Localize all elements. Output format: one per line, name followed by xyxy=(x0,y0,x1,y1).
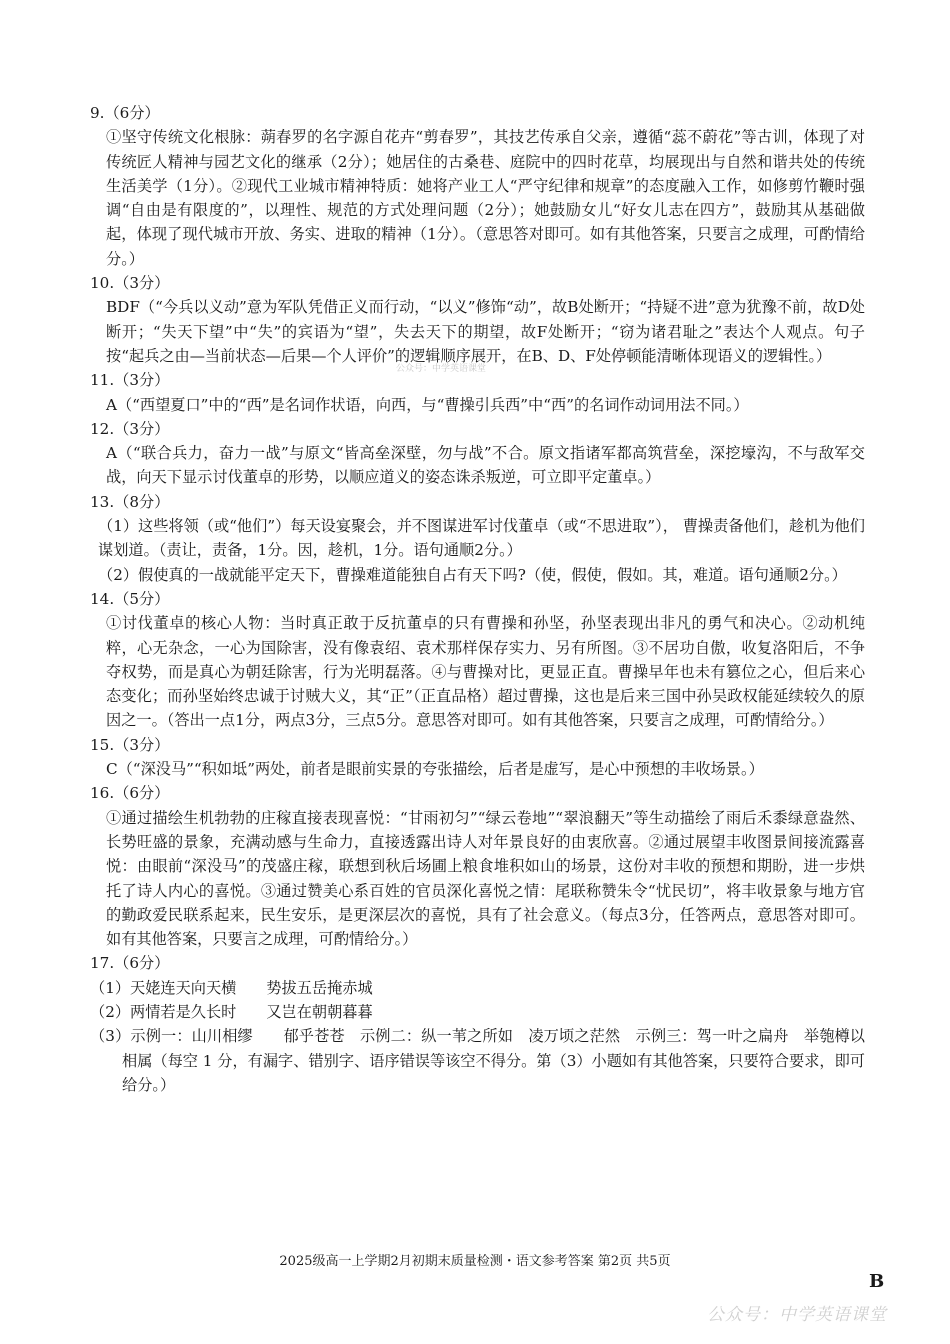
question-10-answer: BDF（“今兵以义动”意为军队凭借正义而行动，“以义”修饰“动”，故B处断开；“持疑不进”意为犹豫不前，故D处断开；“失天下望”中“失”的宾语为“望”，失去天下的期望，故F处断开；“窃为诸君耻之”表达个人观点。句子按“起兵之由—当前状态—后果—个人评价”的逻辑顺序展开，在B、D、F处停顿能清晰体现语义的逻辑性。） xyxy=(106,298,865,365)
question-12-answer: A（“联合兵力，奋力一战”与原文“皆高垒深壁，勿与战”不合。原文指诸军都高筑营垒，深挖壕沟，不与敌军交战，向天下显示讨伐董卓的形势，以顺应道义的姿态诛杀叛逆，可立即平定董卓。） xyxy=(106,444,865,487)
question-17-answer-2 xyxy=(90,1000,865,1024)
question-16-heading: 16.（6分） xyxy=(90,784,170,803)
question-17-heading: 17.（6分） xyxy=(90,954,170,973)
question-13-answer-2: （2）假使真的一战就能平定天下，曹操难道能独自占有天下吗?（使，假使，假如。其，难道。语句通顺2分。） xyxy=(98,565,847,584)
q17-2-line-a: 两情若是久长时 xyxy=(130,1002,237,1021)
question-11-heading: 11.（3分） xyxy=(90,371,170,390)
question-9-heading: 9.（6分） xyxy=(90,104,160,122)
question-13-answer-1: （1）这些将领（或“他们”）每天设宴聚会，并不图谋进军讨伐董卓（或“不思进取”）， 曹操责备他们，趁机为他们谋划道。（责让，责备，1分。因，趁机，1分。语句通顺2分。） xyxy=(98,517,865,560)
question-15-answer: C（“深没马”“积如坻”两处，前者是眼前实景的夸张描绘，后者是虚写，是心中预想的丰收场景。） xyxy=(106,760,764,779)
question-9-answer: ①坚守传统文化根脉：蒴春罗的名字源自花卉“剪春罗”，其技艺传承自父亲，遵循“蕊不蔚花”等古训，体现了对传统匠人精神与园艺文化的继承（2分）；她居住的古桑巷、庭院中的四时花草，均展现出与自然和谐共处的传统生活美学（1分）。②现代工业城市精神特质：她将产业工人“严守纪律和规章”的态度融入工作，如修剪竹鞭时强调“自由是有限度的”，以理性、规范的方式处理问题（2分）；她鼓励女儿“好女儿志在四方”，鼓励其从基础做起，体现了现代城市开放、务实、进取的精神（1分）。（意思答对即可。如有其他答案，只要言之成理，可酌情给分。） xyxy=(106,128,865,268)
question-16-answer: ①通过描绘生机勃勃的庄稼直接表现喜悦：“甘雨初匀”“绿云卷地”“翠浪翻天”等生动描绘了雨后禾黍绿意盎然、长势旺盛的景象，充满动感与生命力，直接透露出诗人对年景良好的由衷欣喜。②通过展望丰收图景间接流露喜悦：由眼前“深没马”的茂盛庄稼，联想到秋后场圃上粮食堆积如山的场景，这份对丰收的预想和期盼，进一步烘托了诗人内心的喜悦。③通过赞美心系百姓的官员深化喜悦之情：尾联称赞朱令“忧民切”，将丰收景象与地方官的勤政爱民联系起来，民生安乐，是更深层次的喜悦，具有了社会意义。（每点3分，任答两点，意思答对即可。如有其他答案，只要言之成理，可酌情给分。） xyxy=(106,808,865,949)
q17-2-number: （2） xyxy=(90,1002,131,1021)
q17-1-number: （1） xyxy=(90,978,131,997)
question-12-heading: 12.（3分） xyxy=(90,419,170,438)
question-14-answer: ①讨伐董卓的核心人物：当时真正敢于反抗董卓的只有曹操和孙坚，孙坚表现出非凡的勇气和决心。②动机纯粹，心无杂念，一心为国除害，没有像袁绍、袁术那样保存实力、另有所图。③不居功自傲，收复洛阳后，不争夺权势，而是真心为朝廷除害，行为光明磊落。④与曹操对比，更显正直。曹操早年也未有篡位之心，但后来心态变化；而孙坚始终忠诚于讨贼大义，其“正”（正直品格）超过曹操，这也是后来三国中孙吴政权能延续较久的原因之一。（答出一点1分，两点3分，三点5分。意思答对即可。如有其他答案，只要言之成理，可酌情给分。） xyxy=(106,614,865,730)
question-17-answer-1 xyxy=(90,976,865,1000)
page-footer: 2025级高一上学期2月初期末质量检测・语文参考答案 第2页 共5页 xyxy=(279,1254,671,1269)
question-10-heading: 10.（3分） xyxy=(90,274,170,293)
question-17-answer-3: （3）示例一：山川相缪 郁乎苍苍 示例二：纵一苇之所如 凌万顷之茫然 示例三：驾一叶之扁舟 举匏樽以相属（每空 1 分，有漏字、错别字、语序错误等该空不得分。第（3）小题如有其他答案，只要符合要求，即可给分。） xyxy=(90,1027,865,1094)
watermark-bottom: 公众号：中学英语课堂 xyxy=(707,1305,887,1325)
question-11-answer: A（“西望夏口”中的“西”是名词作状语，向西，与“曹操引兵西”中“西”的名词作动词用法不同。） xyxy=(106,395,749,414)
answer-sheet-content xyxy=(90,101,865,1097)
question-14-heading: 14.（5分） xyxy=(90,589,170,608)
paper-version-mark: B xyxy=(869,1271,885,1292)
q17-2-line-b: 又岂在朝朝暮暮 xyxy=(266,1002,373,1021)
q17-1-line-a: 天姥连天向天横 xyxy=(130,978,237,997)
q17-1-line-b: 势拔五岳掩赤城 xyxy=(266,978,373,997)
watermark-center: 公众号：中学英语课堂 xyxy=(396,364,487,374)
question-13-heading: 13.（8分） xyxy=(90,492,170,511)
question-15-heading: 15.（3分） xyxy=(90,735,170,754)
